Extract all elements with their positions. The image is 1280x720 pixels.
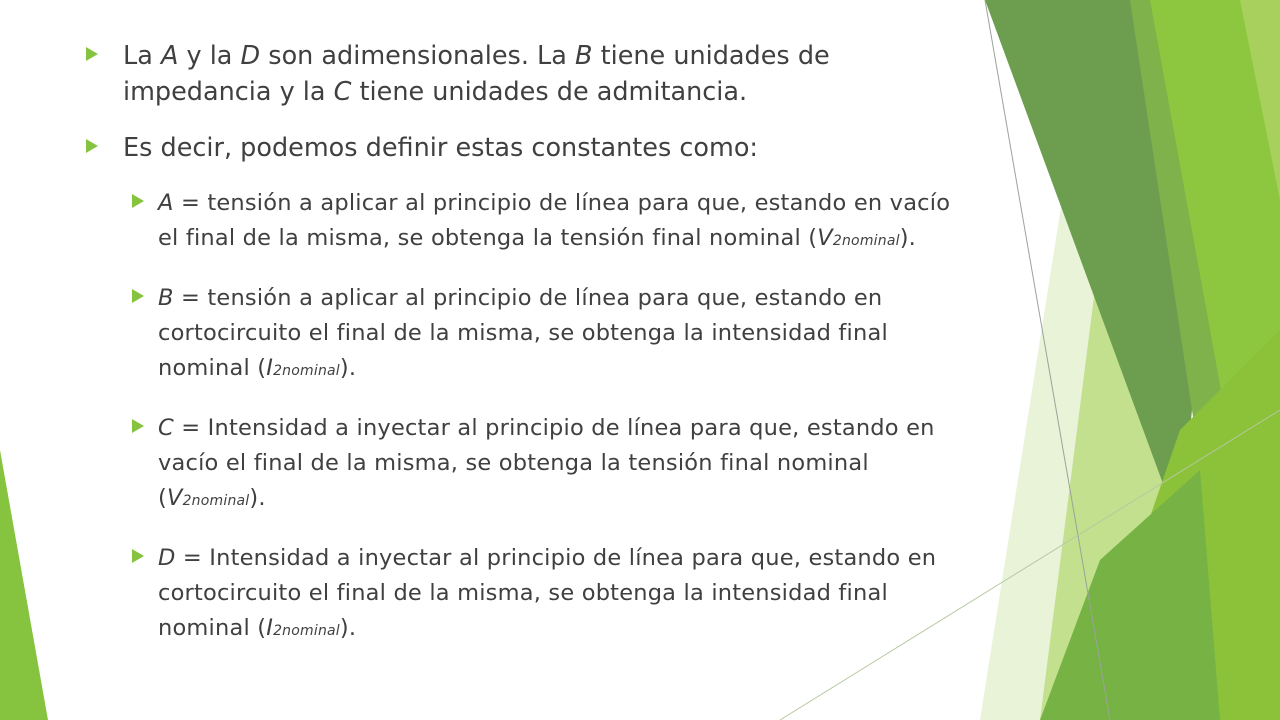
triangle-right-icon xyxy=(132,549,144,563)
text-run: son adimensionales. La xyxy=(260,41,575,71)
variable-a: A xyxy=(158,190,174,216)
sub-bullet-text-b xyxy=(158,281,958,389)
triangle-right-icon xyxy=(86,47,98,61)
definition-text: = tensión a aplicar al principio de línea para que, estando en cortocircuito el final de la misma, se obtenga la intensidad final nominal ( xyxy=(158,285,888,381)
bullet-item-1 xyxy=(80,38,980,110)
closing-text: ). xyxy=(339,355,357,381)
closing-text: ). xyxy=(249,485,266,511)
bullet-text-2: Es decir, podemos definir estas constantes como: xyxy=(123,133,759,163)
symbol-v: V xyxy=(166,485,183,511)
variable-b: B xyxy=(575,41,593,71)
definition-text: = Intensidad a inyectar al principio de línea para que, estando en cortocircuito el final de la misma, se obtenga la intensidad final nominal ( xyxy=(158,545,937,641)
closing-text: ). xyxy=(339,615,357,641)
subscript: 2nominal xyxy=(832,233,900,249)
triangle-right-icon xyxy=(132,289,144,303)
sub-bullet-text-d xyxy=(158,541,958,649)
sub-bullet-d xyxy=(132,541,980,649)
sub-bullet-text-a xyxy=(158,186,958,259)
sub-bullet-text-c xyxy=(158,411,958,519)
variable-d: D xyxy=(158,545,176,571)
triangle-right-icon xyxy=(86,139,98,153)
bullet-item-2 xyxy=(80,130,980,166)
text-run: tiene unidades de admitancia. xyxy=(351,77,748,107)
closing-text: ). xyxy=(899,225,917,251)
bullet-text-1 xyxy=(123,38,923,110)
variable-c: C xyxy=(333,77,352,107)
triangle-right-icon xyxy=(132,194,144,208)
definition-text: = Intensidad a inyectar al principio de línea para que, estando en vacío el final de la misma, se obtenga la tensión final nominal ( xyxy=(158,415,935,511)
subscript: 2nominal xyxy=(273,623,340,639)
text-run: La xyxy=(123,41,161,71)
sub-bullet-c xyxy=(132,411,980,519)
symbol-i: I xyxy=(266,355,274,381)
variable-d: D xyxy=(240,41,261,71)
text-run: y la xyxy=(178,41,241,71)
variable-c: C xyxy=(158,415,174,441)
symbol-v: V xyxy=(817,225,833,251)
text-run: tiene unidades de impedancia y la xyxy=(123,41,830,107)
subscript: 2nominal xyxy=(182,493,250,509)
sub-bullet-a xyxy=(132,186,980,259)
bullet-list xyxy=(80,38,980,671)
subscript: 2nominal xyxy=(273,363,340,379)
left-bottom-facet xyxy=(0,450,48,720)
definition-text: = tensión a aplicar al principio de línea para que, estando en vacío el final de la misma, se obtenga la tensión final nominal ( xyxy=(158,190,951,251)
variable-a: A xyxy=(160,41,179,71)
sub-bullet-b xyxy=(132,281,980,389)
variable-b: B xyxy=(158,285,174,311)
symbol-i: I xyxy=(266,615,274,641)
triangle-right-icon xyxy=(132,419,144,433)
